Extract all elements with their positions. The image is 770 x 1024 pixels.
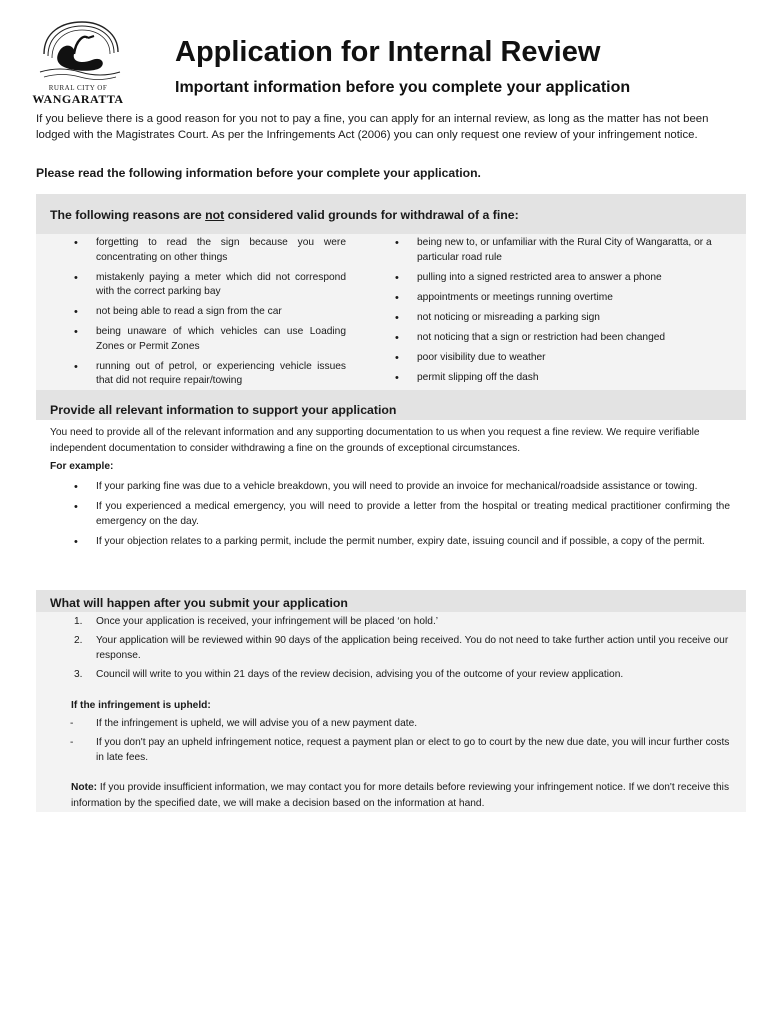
list-item: • running out of petrol, or experiencing vehicle issues that did not require repair/towing [70,360,346,389]
step-number: 1. [74,616,83,627]
step-item [36,614,736,630]
step-item [36,667,736,683]
step-item [36,633,736,664]
council-logo [30,20,130,106]
for-example-label: For example: [50,461,114,472]
list-item: • appointments or meetings running overtime [391,291,731,306]
relevant-info-section [36,390,746,590]
note-text: If you provide insufficient information, we may contact you for more details before reviewing your infringement notice. If we don't receive this information by the specified date, we will make a decision based on the information at hand. [71,782,730,809]
page-title: Application for Internal Review [175,36,601,68]
step-text: Once your application is received, your infringement will be placed ‘on hold.’ [96,616,439,627]
list-item: • poor visibility due to weather [391,351,731,366]
intro-paragraph: If you believe there is a good reason for you not to pay a fine, you can apply for an internal review, as long as the matter has not been lodged with the Magistrates Court. As per the Infringements Act (2006) you can only request one review of your infringement notice. [36,113,709,141]
logo-text-city: WANGARATTA [32,92,124,106]
list-item: • not noticing or misreading a parking sign [391,311,731,326]
swan-emblem-icon [36,20,124,84]
upheld-list [36,716,736,769]
after-submit-heading: What will happen after you submit your application [36,590,746,612]
page-subtitle: Important information before you complete your application [175,79,631,96]
after-steps-list [36,614,736,685]
relevant-info-text: You need to provide all of the relevant information and any supporting documentation to us when you request a fine review. We require verifiable independent documentation to consider withdrawing a fine on the grounds of exceptional circumstances. [50,427,700,454]
invalid-grounds-heading [36,194,746,234]
upheld-heading: If the infringement is upheld: [71,700,211,711]
list-item: • If your parking fine was due to a vehicle breakdown, you will need to provide an invoice for mechanical/roadside assistance or towing. [70,480,730,495]
heading-underlined-word: not [205,208,225,222]
step-text: Your application will be reviewed within 90 days of the application being received. You do not need to take further action until you receive our response. [96,634,729,661]
list-item: • not noticing that a sign or restriction had been changed [391,331,731,346]
invalid-grounds-right-list [391,236,731,391]
step-number: 2. [74,634,83,646]
list-item: - If you don't pay an upheld infringement notice, request a payment plan or elect to go to court by the new due date, you will incur further costs in late fees. [36,735,736,766]
step-text: Council will write to you within 21 days of the review decision, advising you of the outcome of your review application. [96,668,624,680]
list-item: • mistakenly paying a meter which did not correspond with the correct parking bay [70,271,346,300]
invalid-grounds-section [36,194,746,390]
relevant-info-heading: Provide all relevant information to support your application [36,390,746,420]
step-number: 3. [74,668,83,680]
please-read-notice: Please read the following information before your complete your application. [36,166,481,180]
heading-part-before: The following reasons are [50,208,202,222]
invalid-grounds-left-list [70,236,346,394]
list-item: • being unaware of which vehicles can use Loading Zones or Permit Zones [70,325,346,354]
after-submit-section [36,590,746,812]
list-item: • forgetting to read the sign because you were concentrating on other things [70,236,346,265]
note-label: Note: [71,782,98,793]
logo-text-small: RURAL CITY OF [48,84,108,92]
list-item: • If you experienced a medical emergency, you will need to provide a letter from the hospital or treating medical practitioner confirming the emergency on the day. [70,500,730,529]
note-paragraph [71,780,731,811]
list-item: - If the infringement is upheld, we will advise you of a new payment date. [36,716,736,732]
list-item: • not being able to read a sign from the car [70,305,346,320]
list-item: • If your objection relates to a parking permit, include the permit number, expiry date, issuing council and if possible, a copy of the permit. [70,535,730,550]
examples-list [70,480,730,555]
list-item: • being new to, or unfamiliar with the Rural City of Wangaratta, or a particular road rule [391,236,731,265]
heading-part-after: considered valid grounds for withdrawal of a fine: [227,208,519,222]
list-item: • pulling into a signed restricted area to answer a phone [391,271,731,286]
list-item: • permit slipping off the dash [391,371,731,386]
